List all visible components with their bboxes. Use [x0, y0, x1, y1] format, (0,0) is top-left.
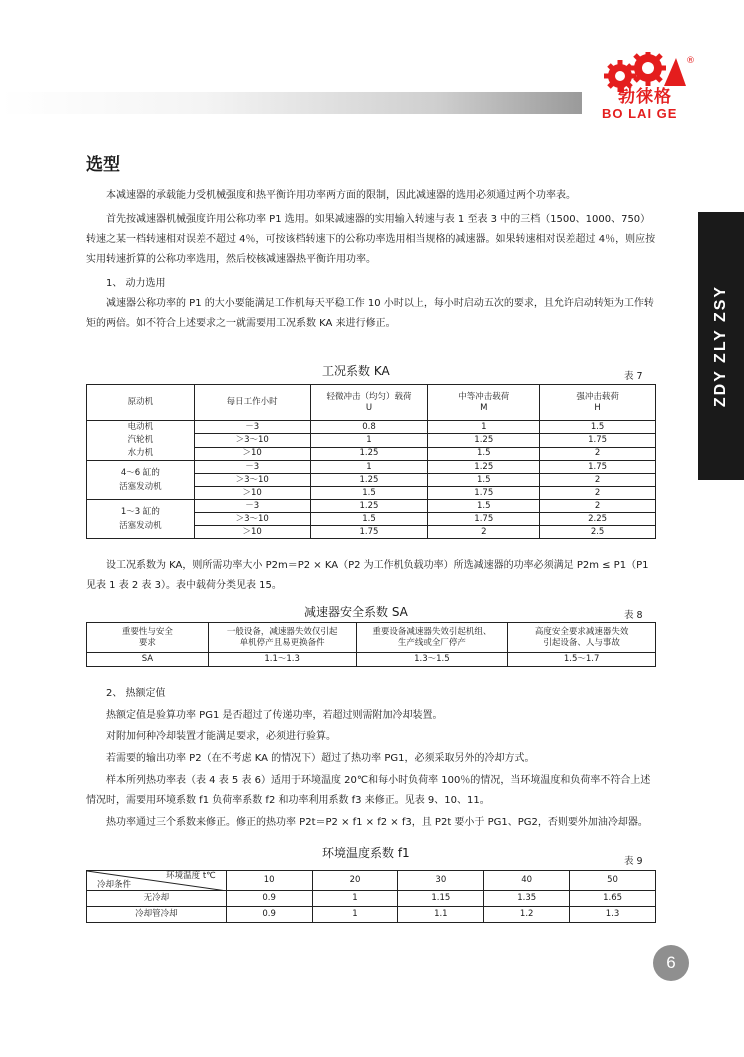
- table7-header: 原动机: [87, 385, 195, 421]
- table9-row-label: 冷却管冷却: [87, 907, 227, 923]
- subheading-2: 2、 热额定值: [106, 688, 166, 699]
- brand-name-en: BO LAI GE: [602, 106, 678, 121]
- table7-cell: 1.5: [540, 421, 656, 434]
- side-tab: [698, 212, 744, 480]
- table7-cell: ＞10: [194, 487, 310, 500]
- table9-cell: 1.3: [570, 907, 656, 923]
- table7-cell: －3: [194, 421, 310, 434]
- table8-header: 重要设备减速器失效引起机组、 生产线或全厂停产: [356, 623, 508, 653]
- table7-cell: 1.5: [310, 513, 428, 526]
- paragraph-8: 样本所列热功率表（表 4 表 5 表 6）适用于环境温度 20℃和每小时负荷率 100％的情况，当环境温度和负荷率不符合上述情况时，需要用环境系数 f1 负荷率系数 f2 和功率利用系数 f3 来修正。见表 9、10、11。: [86, 775, 651, 806]
- table9-header: 50: [570, 871, 656, 891]
- table7-header: 轻微冲击（均匀）载荷 U: [310, 385, 428, 421]
- table8-cell: 1.3～1.5: [356, 653, 508, 667]
- table7-cell: ＞3～10: [194, 513, 310, 526]
- table7-cell: 1.5: [428, 500, 540, 513]
- table7-cell: 2.25: [540, 513, 656, 526]
- table7-cell: 1.25: [428, 461, 540, 474]
- table9-diag-top: 环境温度 t℃: [166, 870, 216, 881]
- table8-header: 一般设备，减速器失效仅引起 单机停产且易更换备件: [208, 623, 356, 653]
- table8-cell: 1.5～1.7: [508, 653, 656, 667]
- table9-header: 10: [226, 871, 312, 891]
- table-9: [86, 870, 656, 923]
- table9-cell: 0.9: [226, 891, 312, 907]
- table7-cell: 2: [540, 447, 656, 460]
- table7-cell: 2: [540, 474, 656, 487]
- paragraph-7: 若需要的输出功率 P2（在不考虑 KA 的情况下）超过了热功率 PG1，必须采取另外的冷却方式。: [106, 753, 535, 764]
- table9-diagonal-header: [87, 871, 227, 891]
- table7-cell: 2: [428, 526, 540, 539]
- table7-cell: ＞3～10: [194, 474, 310, 487]
- side-tab-label: ZDY ZLY ZSY: [712, 284, 729, 408]
- subheading-1: 1、 动力选用: [106, 278, 166, 289]
- table9-cell: 1.65: [570, 891, 656, 907]
- table8-label: 表 8: [624, 610, 643, 621]
- registered-mark: ®: [686, 56, 695, 66]
- table9-header: 30: [398, 871, 484, 891]
- brand-name-cn: 勃徕格: [618, 87, 672, 107]
- table7-cell: ＞3～10: [194, 434, 310, 447]
- table7-cell: －3: [194, 461, 310, 474]
- table9-label: 表 9: [624, 856, 643, 867]
- paragraph-6: 对附加何种冷却装置才能满足要求，必须进行验算。: [106, 731, 336, 742]
- table9-row-label: 无冷却: [87, 891, 227, 907]
- table9-cell: 1.2: [484, 907, 570, 923]
- table7-prime-mover: 4～6 缸的 活塞发动机: [87, 461, 195, 500]
- table7-cell: 1: [310, 434, 428, 447]
- table7-label: 表 7: [624, 371, 643, 382]
- table9-diag-bottom: 冷却条件: [97, 879, 132, 890]
- paragraph-2: 首先按减速器机械强度许用公称功率 P1 选用。如果减速器的实用输入转速与表 1 至表 3 中的三档（1500、1000、750）转速之某一档转速相对误差不超过 4％，可按该档转速下的公称功率选用相当规格的减速器。如果转速相对误差超过 4％，则应按实用转速折算的公称功率选用，然后校核减速器热平衡许用功率。: [86, 214, 656, 265]
- table7-cell: ＞10: [194, 447, 310, 460]
- table9-cell: 1: [312, 907, 398, 923]
- table9-cell: 1: [312, 891, 398, 907]
- table7-cell: 1: [428, 421, 540, 434]
- table7-cell: 1.25: [310, 474, 428, 487]
- table7-cell: 1.25: [310, 500, 428, 513]
- page-number: 6: [653, 945, 689, 981]
- table7-cell: 1.75: [428, 487, 540, 500]
- paragraph-9: 热功率通过三个系数来修正。修正的热功率 P2t＝P2 × f1 × f2 × f3，且 P2t 要小于 PG1、PG2，否则要外加油冷却器。: [106, 817, 648, 828]
- table7-header: 强冲击载荷 H: [540, 385, 656, 421]
- table7-cell: 1.5: [310, 487, 428, 500]
- paragraph-3: 减速器公称功率的 P1 的大小要能满足工作机每天平稳工作 10 小时以上，每小时启动五次的要求，且允许启动转矩为工作转矩的两倍。如不符合上述要求之一就需要用工况系数 KA 来进行修正。: [86, 298, 654, 329]
- table7-cell: 1.75: [540, 434, 656, 447]
- paragraph-4: 设工况系数为 KA，则所需功率大小 P2m＝P2 × KA（P2 为工作机负载功率）所选减速器的功率必须满足 P2m ≤ P1（P1 见表 1 表 2 表 3）。表中载荷分类见表 15。: [86, 560, 649, 591]
- table8-title: 减速器安全系数 SA: [304, 605, 408, 619]
- table7-prime-mover: 1～3 缸的 活塞发动机: [87, 500, 195, 539]
- table9-header: 40: [484, 871, 570, 891]
- table9-header: 20: [312, 871, 398, 891]
- table8-cell: SA: [87, 653, 209, 667]
- table7-cell: 1.5: [428, 447, 540, 460]
- table7-cell: ＞10: [194, 526, 310, 539]
- table8-header: 重要性与安全 要求: [87, 623, 209, 653]
- table7-title: 工况系数 KA: [322, 364, 390, 378]
- table8-header: 高度安全要求减速器失效 引起设备、人与事故: [508, 623, 656, 653]
- table7-cell: －3: [194, 500, 310, 513]
- table7-cell: 2: [540, 487, 656, 500]
- table7-cell: 1.25: [428, 434, 540, 447]
- table9-cell: 1.1: [398, 907, 484, 923]
- table7-cell: 1.75: [310, 526, 428, 539]
- table7-cell: 1: [310, 461, 428, 474]
- table7-header: 每日工作小时: [194, 385, 310, 421]
- table-7: [86, 384, 656, 539]
- table7-cell: 1.5: [428, 474, 540, 487]
- table9-title: 环境温度系数 f1: [322, 846, 410, 860]
- table-8: [86, 622, 656, 667]
- table7-cell: 1.75: [428, 513, 540, 526]
- paragraph-5: 热额定值是验算功率 PG1 是否超过了传递功率，若超过则需附加冷却装置。: [106, 710, 443, 721]
- header-bar: [0, 92, 582, 114]
- table7-cell: 2: [540, 500, 656, 513]
- table7-cell: 0.8: [310, 421, 428, 434]
- table7-cell: 1.25: [310, 447, 428, 460]
- brand-logo: [598, 52, 708, 130]
- table7-cell: 1.75: [540, 461, 656, 474]
- table9-cell: 1.35: [484, 891, 570, 907]
- table7-prime-mover: 电动机 汽轮机 水力机: [87, 421, 195, 461]
- table9-cell: 1.15: [398, 891, 484, 907]
- diagonal-line-icon: [87, 871, 227, 891]
- paragraph-1: 本减速器的承载能力受机械强度和热平衡许用功率两方面的限制，因此减速器的选用必须通过两个功率表。: [106, 190, 576, 201]
- section-title: 选型: [86, 155, 120, 175]
- table7-cell: 2.5: [540, 526, 656, 539]
- table8-cell: 1.1～1.3: [208, 653, 356, 667]
- table9-cell: 0.9: [226, 907, 312, 923]
- table7-header: 中等冲击载荷 M: [428, 385, 540, 421]
